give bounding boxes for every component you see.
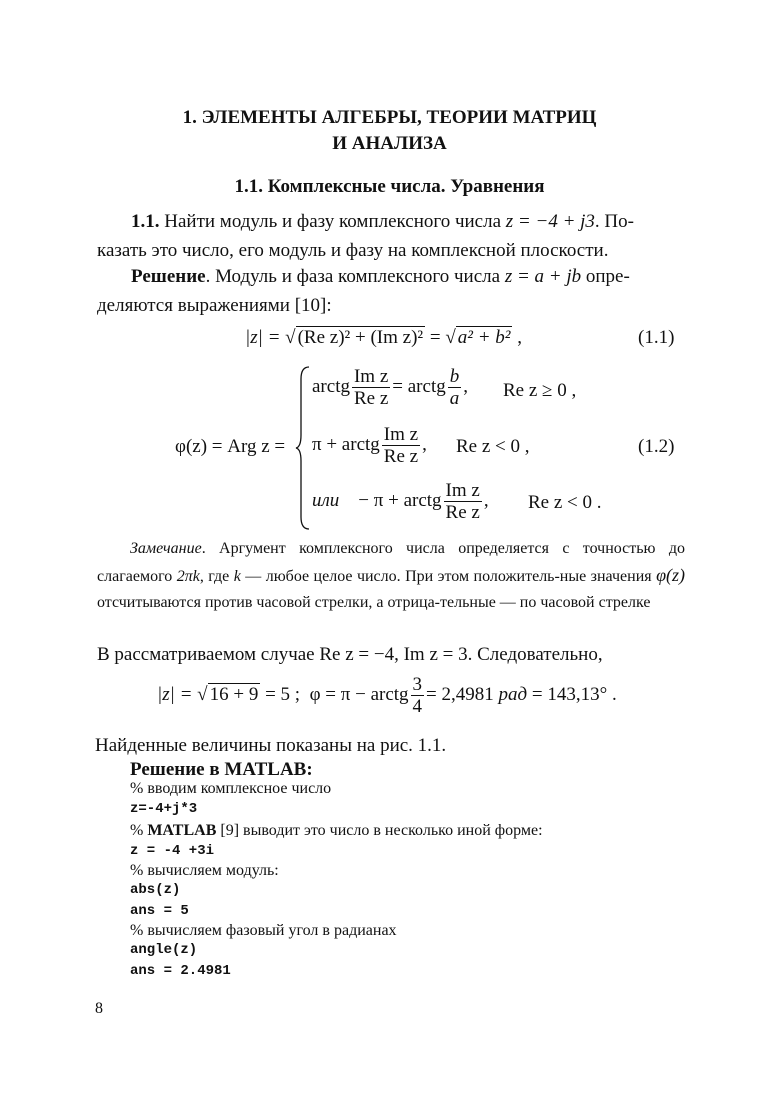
case2-den: Re z	[383, 446, 419, 467]
remark-text-4: отсчитываются против часовой стрелки, а отрица-тельные — по часовой стрелке	[97, 594, 651, 611]
equation-number-1-1: (1.1)	[638, 327, 675, 348]
problem-text-tail: . По-	[594, 211, 634, 232]
case2-num: Im z	[383, 424, 419, 445]
comment-2	[130, 821, 543, 841]
code-line-2: z = -4 +3i	[130, 843, 215, 859]
result-denominator: 4	[412, 696, 423, 717]
sqrt-sign-2: √	[445, 327, 456, 348]
problem-expression: z = −4 + j3	[505, 211, 595, 232]
case-paragraph	[97, 640, 685, 669]
comment-2-pre: %	[130, 822, 148, 839]
case1-den-2: a	[449, 388, 460, 409]
problem-text: Найти модуль и фазу комплексного числа	[164, 211, 502, 232]
page-number: 8	[95, 1000, 103, 1017]
case1-condition: Re z ≥ 0 ,	[503, 380, 577, 401]
result-degrees: = 143,13° .	[531, 683, 617, 705]
remark-text-2: , где	[199, 568, 230, 585]
case1-num-1: Im z	[353, 366, 389, 387]
case3-minus-pi-arctg: − π + arctg	[358, 489, 442, 511]
case2-pi-arctg: π + arctg	[312, 433, 380, 455]
case-1	[312, 366, 468, 409]
solution-label: Решение	[131, 266, 206, 287]
problem-line-2: казать это число, его модуль и фазу на комплексной плоскости.	[97, 240, 609, 261]
case2-condition: Re z < 0 ,	[456, 436, 530, 457]
code-line-3: abs(z)	[130, 882, 181, 898]
solution-expression: z = a + jb	[504, 266, 582, 287]
code-line-1: z=-4+j*3	[130, 801, 198, 817]
found-line: Найденные величины показаны на рис. 1.1.	[95, 735, 447, 756]
case-text-tail: . Следовательно,	[467, 644, 603, 665]
case3-frac	[444, 480, 482, 523]
remark-k: k	[233, 568, 241, 585]
remark-label: Замечание	[130, 540, 202, 557]
result-sqrt-sign: √	[197, 683, 208, 705]
remark-phi: φ(z)	[656, 565, 686, 585]
solution-line-2: деляются выражениями [10]:	[97, 295, 332, 316]
matlab-title-text: Решение в MATLAB:	[130, 759, 313, 780]
case3-comma: ,	[483, 489, 489, 511]
code-line-6: ans = 2.4981	[130, 963, 231, 979]
left-brace	[295, 365, 311, 531]
equation-1-2-lhs: φ(z) = Arg z =	[175, 436, 286, 457]
comment-4: % вычисляем фазовый угол в радианах	[130, 922, 397, 939]
case3-ili: или	[312, 489, 340, 511]
case-separator: ,	[394, 644, 399, 665]
result-modulus-lhs: |z| =	[157, 683, 198, 705]
problem-number: 1.1.	[131, 211, 160, 232]
remark-text-1: . Аргумент комплексного числа определяется с точностью до слагаемого	[97, 540, 685, 585]
remark-paragraph	[97, 536, 685, 616]
remark-text-3: — любое целое число. При этом положитель-ные значения	[245, 568, 652, 585]
solution-text: . Модуль и фаза комплексного числа	[205, 266, 501, 287]
case2-frac	[382, 424, 420, 467]
result-numerator: 3	[412, 674, 423, 695]
case-2	[312, 424, 427, 467]
solution-text-tail: опре-	[585, 266, 630, 287]
result-phase-part: φ = π − arctg	[309, 683, 409, 705]
sqrt-sign: √	[285, 327, 296, 348]
result-value: = 2,4981	[426, 683, 494, 705]
case3-den: Re z	[445, 502, 480, 523]
problem-paragraph	[97, 207, 685, 265]
case1-num-2: b	[449, 366, 460, 387]
case-re-value: Re z = −4	[319, 644, 395, 665]
result-unit: рад	[498, 683, 528, 705]
equation-number-1-2: (1.2)	[638, 436, 675, 457]
case1-frac-1	[352, 366, 390, 409]
equation-1-1	[245, 327, 522, 349]
result-equation	[157, 674, 617, 717]
case-im-value: Im z = 3	[403, 644, 468, 665]
eq11-tail: ,	[512, 327, 522, 348]
case1-den-1: Re z	[353, 388, 389, 409]
result-fraction	[411, 674, 425, 717]
comment-3: % вычисляем модуль:	[130, 862, 279, 879]
modulus-lhs: |z| =	[245, 327, 286, 348]
chapter-title-line-2: И АНАЛИЗА	[332, 133, 447, 154]
comment-2-matlab: MATLAB	[147, 822, 217, 839]
radicand-1: (Re z)² + (Im z)²	[297, 327, 424, 348]
comment-2-post: [9] выводит это число в несколько иной форме:	[216, 822, 543, 839]
case3-num: Im z	[445, 480, 480, 501]
solution-paragraph	[97, 262, 685, 320]
case1-arctg: arctg	[312, 375, 350, 397]
case3-condition: Re z < 0 .	[528, 492, 602, 513]
case1-frac-2	[448, 366, 462, 409]
comment-1: % вводим комплексное число	[130, 780, 332, 797]
case1-mid: = arctg	[392, 375, 446, 397]
result-radicand: 16 + 9	[209, 683, 259, 705]
code-line-5: angle(z)	[130, 942, 198, 958]
result-modulus-rhs: = 5 ;	[260, 683, 301, 705]
code-line-4: ans = 5	[130, 903, 189, 919]
case-text: В рассматриваемом случае	[97, 644, 315, 665]
chapter-title-line-1: 1. ЭЛЕМЕНТЫ АЛГЕБРЫ, ТЕОРИИ МАТРИЦ	[182, 107, 597, 128]
remark-term: 2πk	[176, 568, 200, 585]
radicand-2: a² + b²	[457, 327, 511, 348]
equals-sign: =	[425, 327, 446, 348]
case-3	[312, 480, 489, 523]
case1-comma: ,	[463, 375, 468, 397]
case2-comma: ,	[422, 433, 427, 455]
section-title: 1.1. Комплексные числа. Уравнения	[234, 176, 545, 197]
